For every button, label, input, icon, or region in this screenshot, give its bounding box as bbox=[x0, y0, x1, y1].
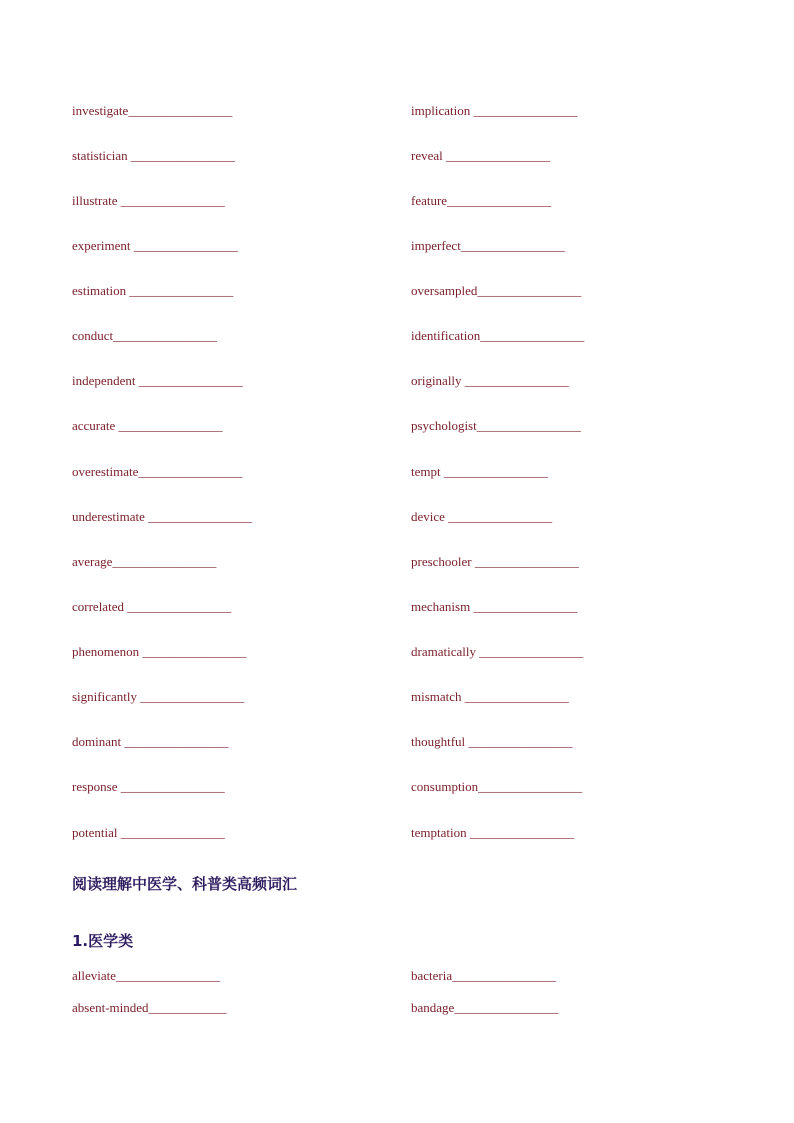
vocab-entry: identification________________ bbox=[411, 328, 585, 343]
vocab-entry: significantly ________________ bbox=[72, 689, 245, 704]
vocab-entry: mismatch ________________ bbox=[411, 689, 569, 704]
vocab-entry: tempt ________________ bbox=[411, 464, 548, 479]
vocab-entry: estimation ________________ bbox=[72, 283, 234, 298]
vocab-row bbox=[0, 462, 794, 482]
vocab-row bbox=[0, 146, 794, 166]
vocab-row bbox=[0, 597, 794, 617]
vocab-row bbox=[0, 966, 794, 986]
vocab-row bbox=[0, 823, 794, 843]
vocab-entry: preschooler ________________ bbox=[411, 554, 579, 569]
vocab-row bbox=[0, 326, 794, 346]
vocab-entry: alleviate________________ bbox=[72, 968, 221, 983]
vocab-entry: phenomenon ________________ bbox=[72, 644, 247, 659]
vocab-entry: consumption________________ bbox=[411, 779, 583, 794]
vocab-entry: reveal ________________ bbox=[411, 148, 551, 163]
vocab-entry: underestimate ________________ bbox=[72, 509, 253, 524]
vocab-row bbox=[0, 552, 794, 572]
vocab-entry: experiment ________________ bbox=[72, 238, 238, 253]
vocab-row bbox=[0, 507, 794, 527]
vocab-entry: device ________________ bbox=[411, 509, 553, 524]
vocab-entry: imperfect________________ bbox=[411, 238, 565, 253]
vocab-row bbox=[0, 281, 794, 301]
vocab-entry: illustrate ________________ bbox=[72, 193, 225, 208]
vocab-entry: feature________________ bbox=[411, 193, 552, 208]
vocab-entry: accurate ________________ bbox=[72, 418, 223, 433]
vocab-entry: investigate________________ bbox=[72, 103, 233, 118]
vocab-entry: overestimate________________ bbox=[72, 464, 243, 479]
vocab-row bbox=[0, 101, 794, 121]
vocab-row bbox=[0, 777, 794, 797]
vocab-entry: bacteria________________ bbox=[411, 968, 557, 983]
vocab-entry: correlated ________________ bbox=[72, 599, 232, 614]
vocab-entry: independent ________________ bbox=[72, 373, 243, 388]
vocab-row bbox=[0, 998, 794, 1018]
vocab-entry: originally ________________ bbox=[411, 373, 569, 388]
vocab-entry: oversampled________________ bbox=[411, 283, 582, 298]
vocab-row bbox=[0, 371, 794, 391]
vocab-entry: dramatically ________________ bbox=[411, 644, 584, 659]
vocab-entry: psychologist________________ bbox=[411, 418, 581, 433]
vocab-row bbox=[0, 191, 794, 211]
section-title: 阅读理解中医学、科普类高频词汇 bbox=[72, 875, 298, 893]
vocab-entry: temptation ________________ bbox=[411, 825, 574, 840]
vocab-entry: bandage________________ bbox=[411, 1000, 559, 1015]
vocab-entry: thoughtful ________________ bbox=[411, 734, 573, 749]
vocab-entry: statistician ________________ bbox=[72, 148, 235, 163]
vocab-entry: potential ________________ bbox=[72, 825, 225, 840]
vocab-row bbox=[0, 236, 794, 256]
vocab-row bbox=[0, 732, 794, 752]
vocab-row bbox=[0, 642, 794, 662]
subsection-title: 1.医学类 bbox=[72, 932, 134, 950]
vocab-entry: response ________________ bbox=[72, 779, 225, 794]
vocab-entry: conduct________________ bbox=[72, 328, 218, 343]
vocab-row bbox=[0, 416, 794, 436]
vocab-entry: dominant ________________ bbox=[72, 734, 229, 749]
vocab-entry: mechanism ________________ bbox=[411, 599, 578, 614]
vocab-row bbox=[0, 687, 794, 707]
vocab-entry: implication ________________ bbox=[411, 103, 578, 118]
vocab-entry: absent-minded____________ bbox=[72, 1000, 227, 1015]
vocab-entry: average________________ bbox=[72, 554, 217, 569]
